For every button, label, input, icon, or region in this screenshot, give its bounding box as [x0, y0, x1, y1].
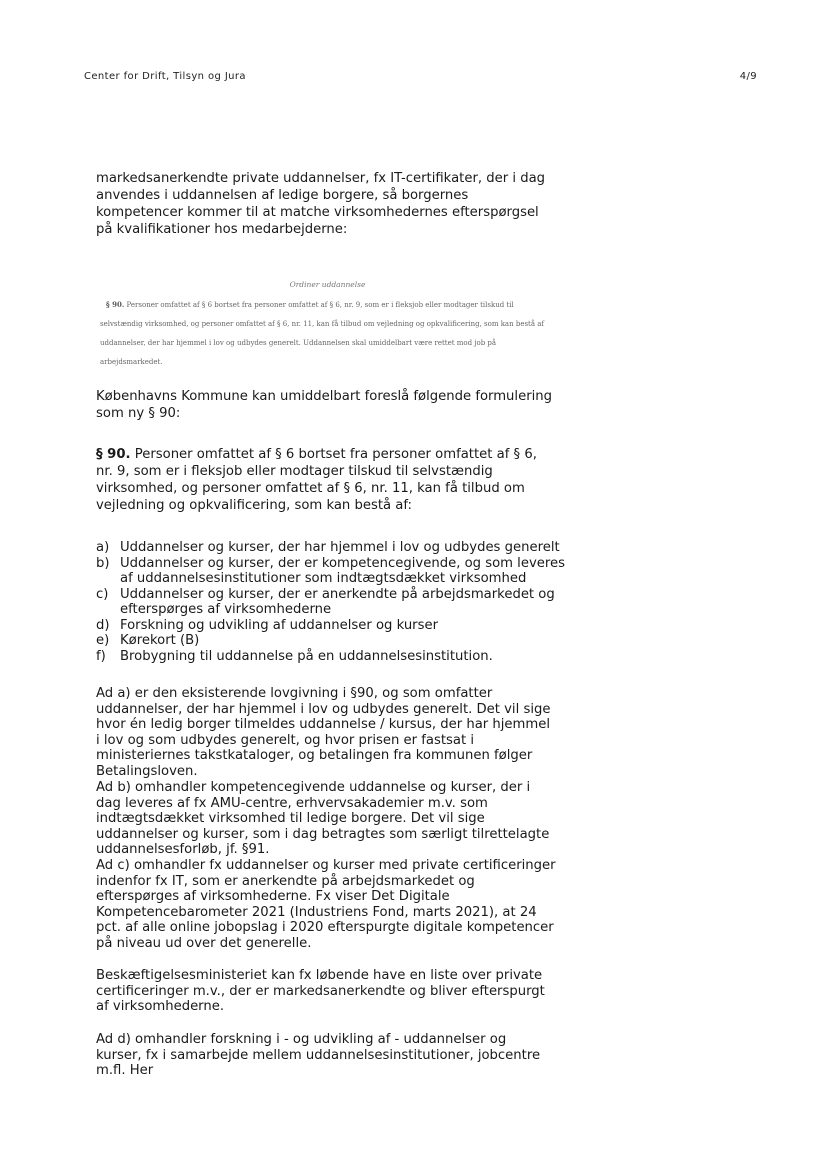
list-text: Uddannelser og kurser, der er kompetencegivende, og som leveres af uddannelsesinstitutioner som indtægtsdækket virksomhed	[120, 555, 565, 586]
list-marker: f)	[96, 648, 106, 664]
paragraph-90-text: Personer omfattet af § 6 bortset fra personer omfattet af § 6, nr. 9, som er i fleksjob eller modtager tilskud til selvstændig virksomhed, og personer omfattet af § 6, nr. 11, kan få tilbud om vejledning og opkvalificering, som kan bestå af:	[96, 447, 537, 513]
ministry-text: Beskæftigelsesministeriet kan fx løbende have en liste over private certificeringer m.v., der er markedsanerkendte og bliver efterspurgt af virksomhederne.	[96, 968, 545, 1014]
list-marker: c)	[96, 586, 109, 602]
list-item	[96, 540, 566, 556]
proposal-intro	[96, 388, 556, 422]
list-marker: a)	[96, 540, 110, 555]
ad-b-paragraph	[96, 780, 556, 858]
option-list	[96, 540, 566, 664]
list-item	[96, 633, 566, 649]
list-item	[96, 556, 566, 587]
list-item	[96, 649, 566, 665]
header-organization: Center for Drift, Tilsyn og Jura	[84, 71, 246, 82]
list-text: Forskning og udvikling af uddannelser og kurser	[120, 617, 439, 633]
paragraph-90	[96, 446, 556, 514]
scanned-excerpt-title: Ordiner uddannelse	[289, 280, 366, 289]
page-number: 4/9	[739, 71, 757, 82]
scanned-excerpt-text: Personer omfattet af § 6 bortset fra personer omfattet af § 6, nr. 9, som er i fleksjob eller modtager tilskud til selvstændig virksomhed, og personer omfattet af § 6, nr. 11, kan få tilbud om vejledning og opkvalificering, som kan bestå af uddannelser, der har hjemmel i lov og udbydes generelt. Uddannelsen skal umiddelbart være rettet mod job på arbejdsmarkedet.	[100, 301, 545, 366]
ad-b-text: Ad b) omhandler kompetencegivende uddannelse og kurser, der i dag leveres af fx AMU-centre, erhvervsakademier m.v. som indtægtsdækket virksomhed til ledige borgere. Det vil sige uddannelser og kurser, som i dag betragtes som særligt tilrettelagte uddannelsesforløb, jf. §91.	[96, 780, 550, 857]
ad-c-paragraph	[96, 858, 556, 951]
list-text: Uddannelser og kurser, der har hjemmel i lov og udbydes generelt	[120, 540, 560, 555]
list-text: Brobygning til uddannelse på en uddannelsesinstitution.	[120, 648, 493, 664]
ad-d-text: Ad d) omhandler forskning i - og udvikling af - uddannelser og kurser, fx i samarbejde mellem uddannelsesinstitutioner, jobcentre m.fl. Her	[96, 1032, 541, 1078]
list-item	[96, 618, 566, 634]
list-item	[96, 587, 566, 618]
ad-a-text: Ad a) er den eksisterende lovgivning i §90, og som omfatter uddannelser, der har hjemmel i lov og udbydes generelt. Det vil sige hvor én ledig borger tilmeldes uddannelse / kursus, der har hjemmel i lov og som udbydes generelt, og hvor prisen er fastsat i ministeriernes takstkataloger, og betalingen fra kommunen følger Betalingsloven.	[96, 686, 551, 779]
list-marker: e)	[96, 633, 110, 648]
scanned-excerpt-symbol: § 90.	[106, 300, 125, 309]
list-text: Kørekort (B)	[120, 633, 200, 648]
intro-paragraph	[96, 170, 556, 238]
ad-a-paragraph	[96, 686, 556, 779]
ad-d-paragraph	[96, 1032, 556, 1079]
intro-text: markedsanerkendte private uddannelser, fx IT-certifikater, der i dag anvendes i uddannelsen af ledige borgere, så borgernes kompetencer kommer til at matche virksomhedernes efterspørgsel på kvalifikationer hos medarbejderne:	[96, 171, 546, 237]
ministry-paragraph	[96, 968, 556, 1015]
list-marker: d)	[96, 617, 110, 633]
paragraph-90-lead: § 90.	[96, 447, 131, 462]
list-text: Uddannelser og kurser, der er anerkendte på arbejdsmarkedet og efterspørges af virksomhederne	[120, 586, 555, 617]
list-marker: b)	[96, 555, 110, 571]
proposal-intro-text: Københavns Kommune kan umiddelbart foreslå følgende formulering som ny § 90:	[96, 389, 553, 421]
ad-c-text: Ad c) omhandler fx uddannelser og kurser med private certificeringer indenfor fx IT, som er anerkendte på arbejdsmarkedet og efterspørges af virksomhederne. Fx viser Det Digitale Kompetencebarometer 2021 (Industriens Fond, marts 2021), at 24 pct. af alle online jobopslag i 2020 efterspurgte digitale kompetencer på niveau ud over det generelle.	[96, 858, 556, 951]
scanned-excerpt	[100, 295, 555, 372]
